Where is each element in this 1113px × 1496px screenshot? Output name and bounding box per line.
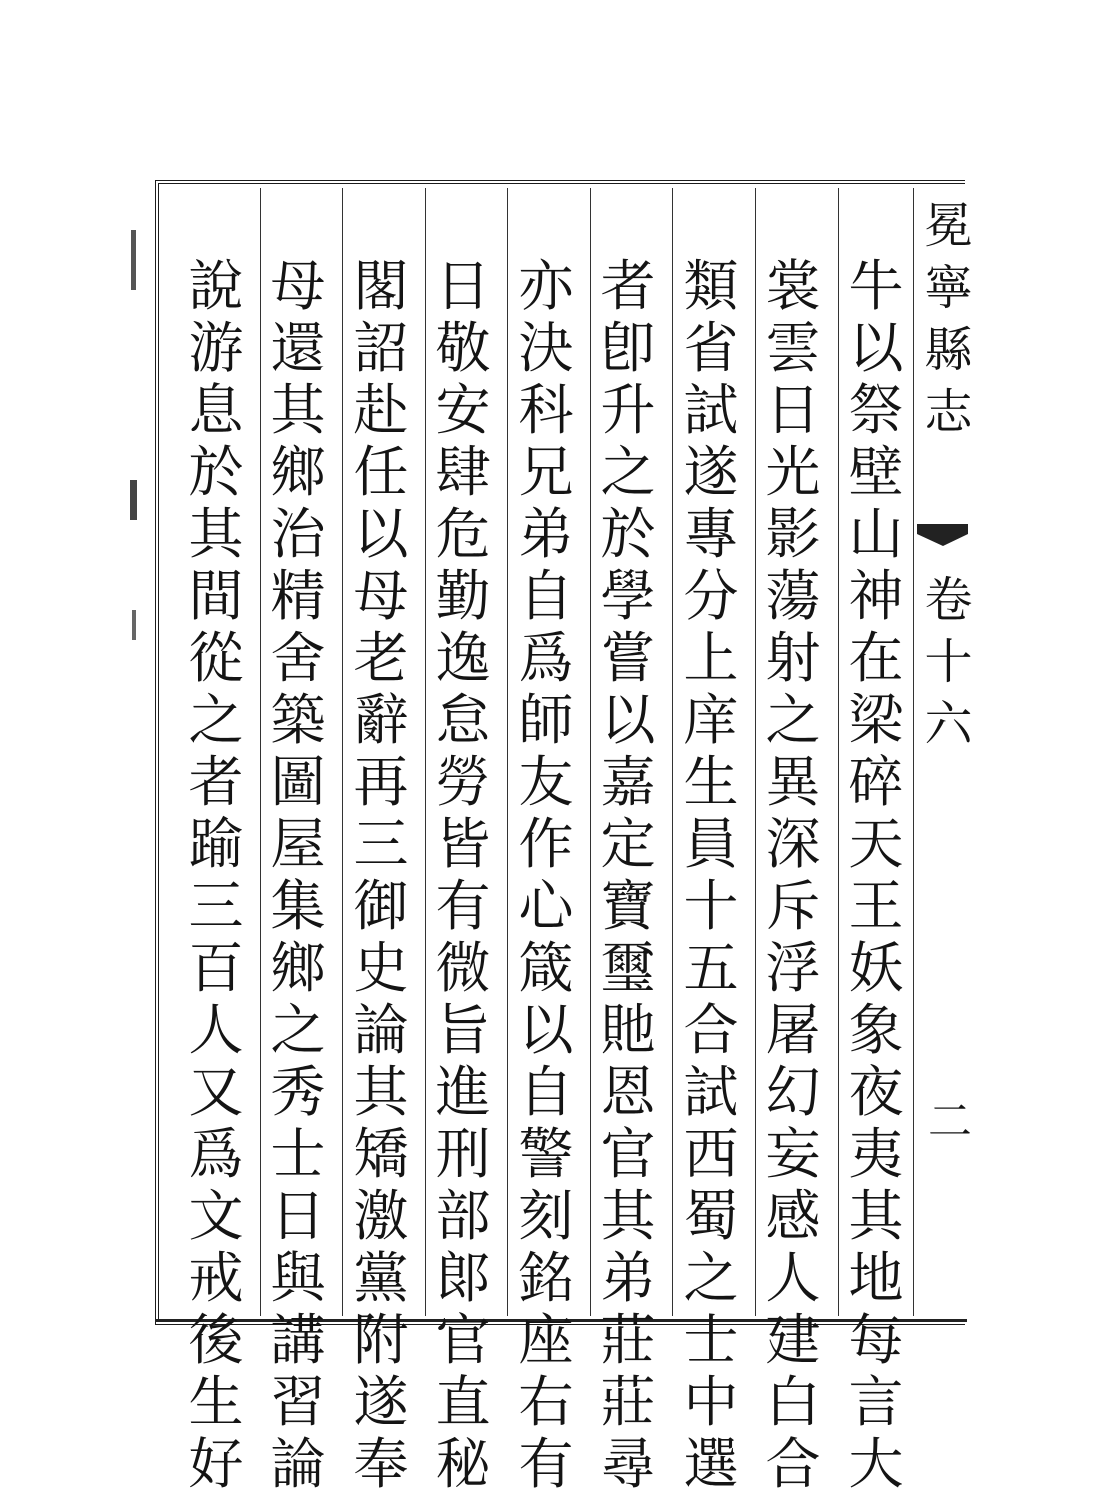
character: 從 <box>188 626 244 690</box>
column-rule <box>672 188 673 1316</box>
character: 其 <box>270 378 326 442</box>
leaf-number: 二 <box>928 1096 972 1147</box>
character: 決 <box>518 316 574 380</box>
character: 刻 <box>518 1184 574 1248</box>
character: 辭 <box>353 688 409 752</box>
character: 圖 <box>270 750 326 814</box>
character: 郞 <box>435 1246 491 1310</box>
character: 間 <box>188 564 244 628</box>
character: 夷 <box>848 1122 904 1186</box>
character: 激 <box>353 1184 409 1248</box>
character: 黨 <box>353 1246 409 1310</box>
character: 兄 <box>518 440 574 504</box>
text-column <box>510 254 582 1496</box>
character: 三 <box>188 874 244 938</box>
character: 天 <box>848 812 904 876</box>
character: 之 <box>600 440 656 504</box>
character: 爲 <box>188 1122 244 1186</box>
fish-tail-ornament <box>915 520 970 550</box>
character: 百 <box>188 936 244 1000</box>
text-column <box>592 254 664 1496</box>
character: 地 <box>848 1246 904 1310</box>
character: 勤 <box>435 564 491 628</box>
character: 其 <box>188 502 244 566</box>
column-rule <box>342 188 343 1316</box>
character: 游 <box>188 316 244 380</box>
character: 屠 <box>765 998 821 1062</box>
character: 踰 <box>188 812 244 876</box>
character: 士 <box>270 1122 326 1186</box>
character: 御 <box>353 874 409 938</box>
character: 蕩 <box>765 564 821 628</box>
character: 上 <box>683 626 739 690</box>
character: 弟 <box>518 502 574 566</box>
character: 其 <box>353 1060 409 1124</box>
character: 以 <box>353 502 409 566</box>
character: 以 <box>600 688 656 752</box>
character: 爲 <box>518 626 574 690</box>
column-rule <box>913 188 914 1316</box>
character: 弟 <box>600 1246 656 1310</box>
character: 五 <box>683 936 739 1000</box>
running-header <box>918 200 970 760</box>
character: 自 <box>518 564 574 628</box>
character: 祭 <box>848 378 904 442</box>
character: 感 <box>765 1184 821 1248</box>
character: 升 <box>600 378 656 442</box>
character: 射 <box>765 626 821 690</box>
character: 有 <box>435 874 491 938</box>
character: 者 <box>188 750 244 814</box>
chapter-label: 卷十六 <box>916 574 972 760</box>
character: 專 <box>683 502 739 566</box>
column-rule <box>590 188 591 1316</box>
character: 論 <box>270 1432 326 1496</box>
character: 西 <box>683 1122 739 1186</box>
character: 集 <box>270 874 326 938</box>
character: 師 <box>518 688 574 752</box>
character: 日 <box>765 378 821 442</box>
character: 妄 <box>765 1122 821 1186</box>
character: 大 <box>848 1432 904 1496</box>
character: 科 <box>518 378 574 442</box>
character: 選 <box>683 1432 739 1496</box>
character: 以 <box>518 998 574 1062</box>
character: 生 <box>188 1370 244 1434</box>
character: 深 <box>765 812 821 876</box>
character: 閣 <box>353 254 409 318</box>
text-column <box>757 254 829 1496</box>
character: 肆 <box>435 440 491 504</box>
character: 座 <box>518 1308 574 1372</box>
character: 好 <box>188 1432 244 1496</box>
character: 任 <box>353 440 409 504</box>
character: 與 <box>270 1246 326 1310</box>
character: 斥 <box>765 874 821 938</box>
character: 刑 <box>435 1122 491 1186</box>
character: 部 <box>435 1184 491 1248</box>
character: 象 <box>848 998 904 1062</box>
character: 之 <box>765 688 821 752</box>
character: 省 <box>683 316 739 380</box>
character: 神 <box>848 564 904 628</box>
character: 銘 <box>518 1246 574 1310</box>
character: 貤 <box>600 998 656 1062</box>
bleed-through-mark <box>128 190 140 1270</box>
character: 附 <box>353 1308 409 1372</box>
character: 尋 <box>600 1432 656 1496</box>
character: 梁 <box>848 688 904 752</box>
character: 者 <box>600 254 656 318</box>
character: 建 <box>765 1308 821 1372</box>
character: 於 <box>188 440 244 504</box>
character: 危 <box>435 502 491 566</box>
character: 於 <box>600 502 656 566</box>
character: 每 <box>848 1308 904 1372</box>
column-rule <box>260 188 261 1316</box>
character: 有 <box>518 1432 574 1496</box>
column-rule <box>755 188 756 1316</box>
character: 戒 <box>188 1246 244 1310</box>
character: 卽 <box>600 316 656 380</box>
character: 日 <box>435 254 491 318</box>
character: 嘗 <box>600 626 656 690</box>
character: 勞 <box>435 750 491 814</box>
character: 中 <box>683 1370 739 1434</box>
character: 息 <box>188 378 244 442</box>
text-column <box>262 254 334 1496</box>
character: 後 <box>188 1308 244 1372</box>
character: 作 <box>518 812 574 876</box>
text-column <box>675 254 747 1496</box>
character: 學 <box>600 564 656 628</box>
character: 定 <box>600 812 656 876</box>
character: 十 <box>683 874 739 938</box>
character: 微 <box>435 936 491 1000</box>
character: 旨 <box>435 998 491 1062</box>
character: 鄉 <box>270 440 326 504</box>
character: 生 <box>683 750 739 814</box>
character: 人 <box>765 1246 821 1310</box>
character: 其 <box>600 1184 656 1248</box>
character: 論 <box>353 998 409 1062</box>
character: 裳 <box>765 254 821 318</box>
character: 鄉 <box>270 936 326 1000</box>
character: 直 <box>435 1370 491 1434</box>
character: 分 <box>683 564 739 628</box>
character: 心 <box>518 874 574 938</box>
character: 員 <box>683 812 739 876</box>
character: 敬 <box>435 316 491 380</box>
character: 官 <box>600 1122 656 1186</box>
character: 築 <box>270 688 326 752</box>
character: 白 <box>765 1370 821 1434</box>
character: 秀 <box>270 1060 326 1124</box>
book-title: 冕寧縣志 <box>916 200 972 448</box>
character: 奉 <box>353 1432 409 1496</box>
character: 屋 <box>270 812 326 876</box>
character: 友 <box>518 750 574 814</box>
character: 史 <box>353 936 409 1000</box>
character: 庠 <box>683 688 739 752</box>
character: 母 <box>270 254 326 318</box>
character: 浮 <box>765 936 821 1000</box>
character: 試 <box>683 378 739 442</box>
character: 秘 <box>435 1432 491 1496</box>
character: 王 <box>848 874 904 938</box>
character: 日 <box>270 1184 326 1248</box>
character: 自 <box>518 1060 574 1124</box>
character: 士 <box>683 1308 739 1372</box>
character: 逸 <box>435 626 491 690</box>
character: 言 <box>848 1370 904 1434</box>
character: 右 <box>518 1370 574 1434</box>
character: 雲 <box>765 316 821 380</box>
character: 幻 <box>765 1060 821 1124</box>
text-column <box>427 254 499 1496</box>
character: 精 <box>270 564 326 628</box>
character: 壁 <box>848 440 904 504</box>
character: 之 <box>188 688 244 752</box>
character: 赴 <box>353 378 409 442</box>
character: 妖 <box>848 936 904 1000</box>
character: 光 <box>765 440 821 504</box>
text-column <box>840 254 912 1496</box>
character: 詔 <box>353 316 409 380</box>
character: 合 <box>765 1432 821 1496</box>
column-rule <box>425 188 426 1316</box>
character: 試 <box>683 1060 739 1124</box>
character: 再 <box>353 750 409 814</box>
character: 還 <box>270 316 326 380</box>
column-rule <box>507 188 508 1316</box>
character: 皆 <box>435 812 491 876</box>
character: 碎 <box>848 750 904 814</box>
character: 寶 <box>600 874 656 938</box>
character: 習 <box>270 1370 326 1434</box>
character: 異 <box>765 750 821 814</box>
character: 恩 <box>600 1060 656 1124</box>
character: 警 <box>518 1122 574 1186</box>
character: 蜀 <box>683 1184 739 1248</box>
character: 遂 <box>353 1370 409 1434</box>
character: 講 <box>270 1308 326 1372</box>
character: 怠 <box>435 688 491 752</box>
character: 遂 <box>683 440 739 504</box>
column-rule <box>838 188 839 1316</box>
character: 人 <box>188 998 244 1062</box>
character: 說 <box>188 254 244 318</box>
character: 之 <box>270 998 326 1062</box>
character: 三 <box>353 812 409 876</box>
character: 嘉 <box>600 750 656 814</box>
character: 牛 <box>848 254 904 318</box>
character: 山 <box>848 502 904 566</box>
character: 之 <box>683 1246 739 1310</box>
character: 亦 <box>518 254 574 318</box>
character: 進 <box>435 1060 491 1124</box>
character: 安 <box>435 378 491 442</box>
character: 其 <box>848 1184 904 1248</box>
character: 合 <box>683 998 739 1062</box>
character: 影 <box>765 502 821 566</box>
character: 老 <box>353 626 409 690</box>
character: 莊 <box>600 1370 656 1434</box>
character: 舍 <box>270 626 326 690</box>
character: 矯 <box>353 1122 409 1186</box>
character: 夜 <box>848 1060 904 1124</box>
character: 母 <box>353 564 409 628</box>
text-column <box>180 254 252 1496</box>
character: 官 <box>435 1308 491 1372</box>
character: 莊 <box>600 1308 656 1372</box>
character: 在 <box>848 626 904 690</box>
character: 以 <box>848 316 904 380</box>
character: 類 <box>683 254 739 318</box>
character: 又 <box>188 1060 244 1124</box>
text-column <box>345 254 417 1496</box>
character: 文 <box>188 1184 244 1248</box>
character: 箴 <box>518 936 574 1000</box>
character: 璽 <box>600 936 656 1000</box>
character: 治 <box>270 502 326 566</box>
